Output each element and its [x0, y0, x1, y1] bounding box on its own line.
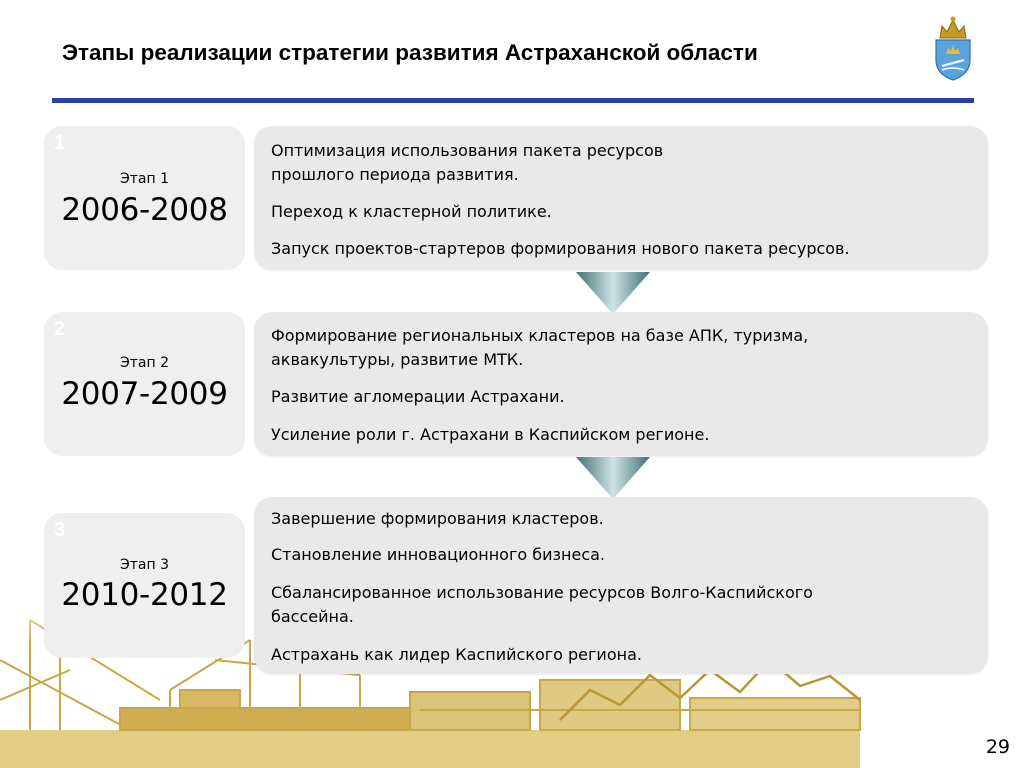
down-arrow-icon [576, 272, 650, 314]
description-line: бассейна. [271, 607, 354, 626]
stage-years: 2006-2008 [61, 192, 228, 228]
stage-label: Этап 2 [119, 355, 170, 371]
description-line: Запуск проектов-стартеров формирования нового пакета ресурсов. [271, 239, 850, 258]
description-line: Переход к кластерной политике. [271, 202, 552, 221]
stage-description-1 [254, 126, 988, 270]
astrakhan-coat-of-arms-icon [928, 8, 978, 82]
stage-years: 2010-2012 [61, 577, 228, 613]
stage-description-2 [254, 312, 988, 456]
stage-description-3 [254, 497, 988, 674]
down-arrow-icon [576, 457, 650, 499]
stage-card-2 [44, 312, 245, 456]
description-line: Формирование региональных кластеров на базе АПК, туризма, [271, 326, 809, 345]
description-line: Астрахань как лидер Каспийского региона. [271, 645, 642, 664]
stage-years: 2007-2009 [61, 376, 228, 412]
stage-label: Этап 3 [119, 557, 170, 573]
page-title: Этапы реализации стратегии развития Астраханской области [62, 40, 758, 65]
stage-card-3 [44, 513, 245, 658]
stage-number: 3 [54, 519, 66, 541]
description-line: Завершение формирования кластеров. [271, 509, 604, 528]
description-line: Развитие агломерации Астрахани. [271, 387, 565, 406]
description-line: аквакультуры, развитие МТК. [271, 350, 524, 369]
description-line: Становление инновационного бизнеса. [271, 545, 606, 564]
description-line: Оптимизация использования пакета ресурсов [271, 141, 664, 160]
stage-number: 1 [54, 132, 66, 154]
stage-number: 2 [54, 318, 66, 340]
description-line: Сбалансированное использование ресурсов Волго-Каспийского [271, 583, 813, 602]
stage-label: Этап 1 [119, 171, 170, 187]
title-divider [52, 98, 974, 103]
description-line: Усиление роли г. Астрахани в Каспийском регионе. [271, 425, 710, 444]
stage-card-1 [44, 126, 245, 270]
page-number: 29 [985, 736, 1010, 758]
description-line: прошлого периода развития. [271, 165, 519, 184]
